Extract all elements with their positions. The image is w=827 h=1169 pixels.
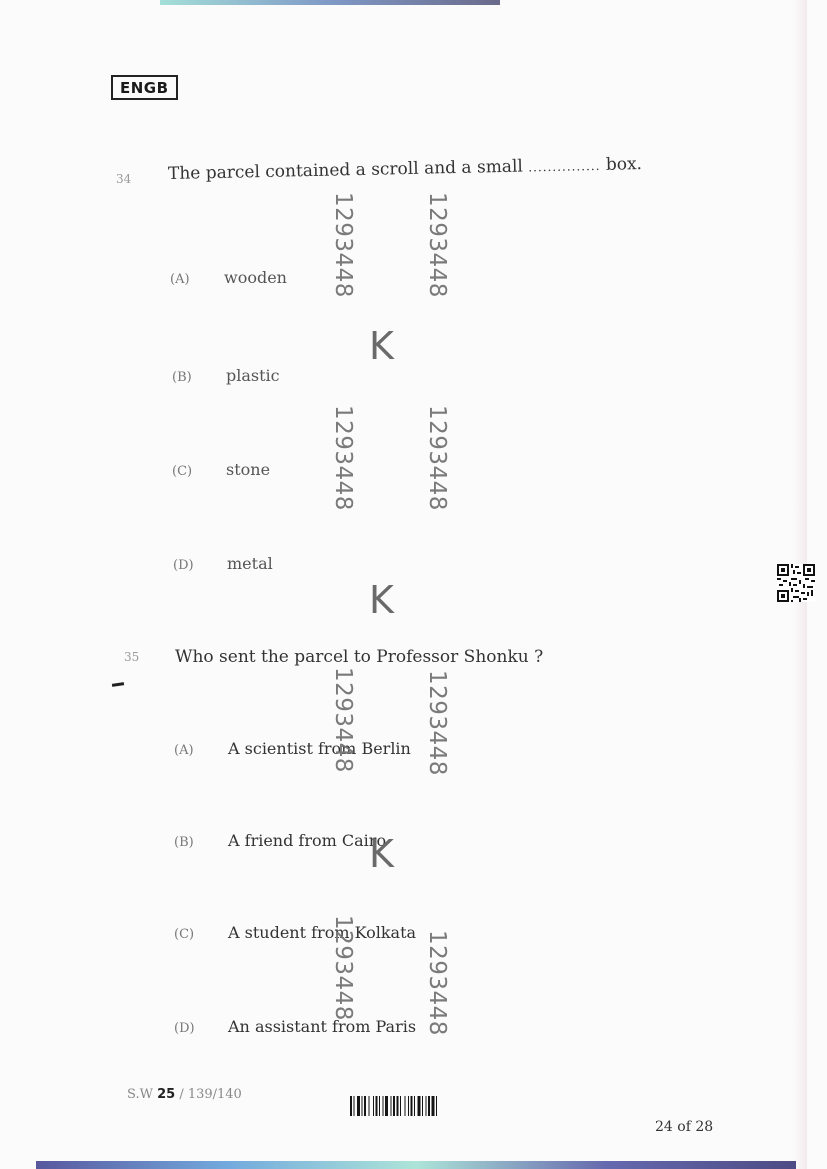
option-letter: (C) [172,464,193,479]
watermark-code: 1293448 [330,667,356,773]
option-text: wooden [224,268,287,287]
option-text: plastic [226,366,280,385]
paper-code-rest: / 139/140 [179,1087,242,1102]
watermark-letter: K [369,324,394,368]
pen-mark [112,682,124,687]
option-letter: (D) [173,558,194,573]
scan-edge-bottom [36,1161,796,1169]
option-letter: (D) [174,1021,195,1036]
question-34-option-b[interactable] [172,366,280,385]
question-35-option-b[interactable] [174,831,386,850]
watermark-code: 1293448 [424,670,450,776]
option-letter: (A) [174,743,194,758]
watermark-code: 1293448 [330,915,356,1021]
option-text: A scientist from Berlin [228,739,411,758]
page-number: 24 of 28 [655,1119,714,1135]
question-34-option-c[interactable] [172,460,270,479]
question-34-stem-end: box. [605,154,643,175]
question-35-option-a[interactable] [174,739,411,758]
watermark-letter: K [369,578,394,622]
question-35-number: 35 [124,650,140,664]
option-text: metal [227,554,273,573]
scan-edge-top [160,0,500,5]
option-letter: (B) [174,835,194,850]
option-text: A student from Kolkata [228,923,417,942]
qr-code-icon [777,564,815,602]
option-letter: (B) [172,370,192,385]
watermark-code: 1293448 [330,192,356,298]
question-35-text: Who sent the parcel to Professor Shonku ? [175,647,544,667]
watermark-letter: K [369,832,394,876]
question-34-stem: The parcel contained a scroll and a small [167,156,524,184]
paper-code-badge: ENGB [111,75,178,100]
watermark-code: 1293448 [330,405,356,511]
watermark-code: 1293448 [424,930,450,1036]
option-text: A friend from Cairo [228,831,387,850]
barcode-icon [350,1088,500,1118]
question-34-text [168,154,642,184]
watermark-code: 1293448 [424,405,450,511]
question-34-option-d[interactable] [173,554,273,573]
question-34-number: 34 [116,172,132,186]
question-34-blank: ............... [528,158,601,175]
paper-code-prefix: S.W [127,1087,153,1102]
paper-code [127,1087,242,1102]
paper-code-bold: 25 [157,1087,176,1102]
option-letter: (C) [174,927,195,942]
question-35-option-d[interactable] [174,1017,416,1036]
watermark-code: 1293448 [424,192,450,298]
option-text: An assistant from Paris [228,1017,417,1036]
option-letter: (A) [170,272,190,287]
option-text: stone [226,460,271,479]
question-35-option-c[interactable] [174,923,416,942]
question-34-option-a[interactable] [170,268,287,287]
